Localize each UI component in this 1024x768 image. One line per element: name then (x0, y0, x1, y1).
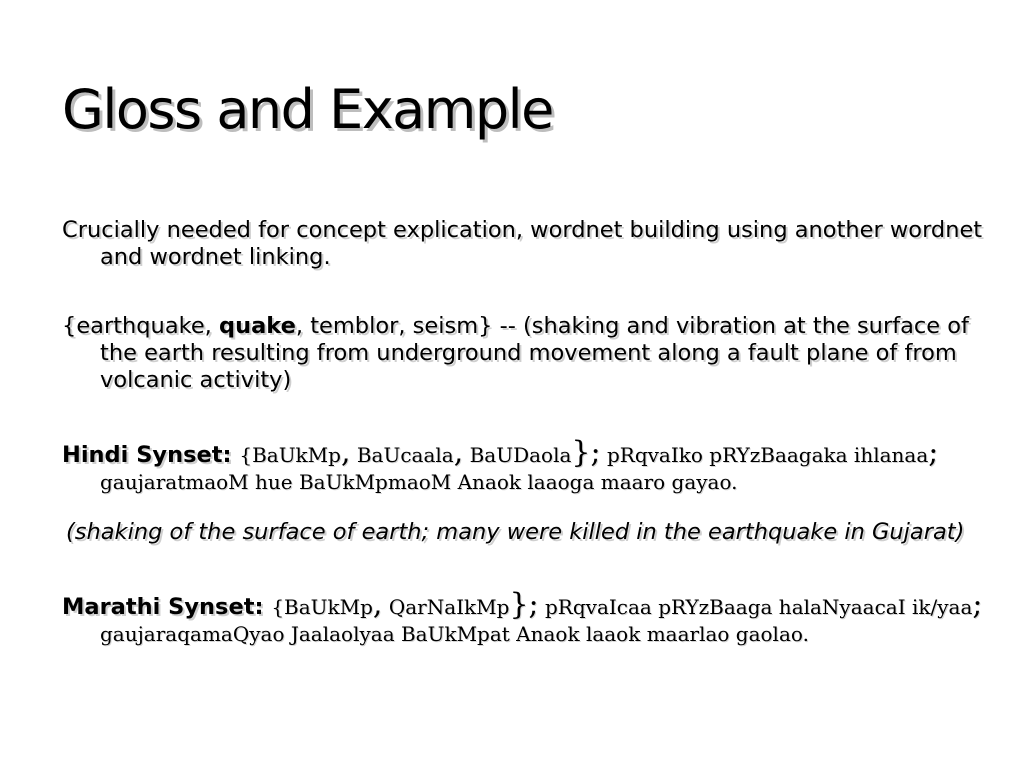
hindi-gloss: pRqvaIko pRYzBaagaka ihlanaa (600, 443, 929, 467)
paragraph-purpose: Crucially needed for concept explication, wordnet building using another wordnet and wordnet linking. (62, 217, 983, 270)
marathi-semicolon: ; (972, 587, 983, 622)
synset-open: {earthquake, (62, 313, 219, 339)
synset-headword: quake (218, 313, 296, 339)
hindi-word-3: BaUDaola (463, 443, 572, 467)
hindi-comma-1: , (340, 435, 351, 470)
hindi-word-2: BaUcaala (350, 443, 454, 467)
paragraph-marathi-synset (62, 587, 1000, 648)
marathi-word-2: QarNaIkMp (382, 595, 510, 619)
hindi-word-1: {BaUkMp (239, 443, 341, 467)
marathi-label: Marathi Synset: (62, 594, 272, 620)
marathi-close: }; (509, 587, 539, 622)
hindi-label: Hindi Synset: (62, 442, 240, 468)
marathi-comma-1: , (372, 587, 383, 622)
hindi-example: gaujaratmaoM hue BaUkMpmaoM Anaok laaoga maaro gayao. (100, 470, 738, 494)
paragraph-english-synset (62, 313, 1000, 394)
paragraph-translation: (shaking of the surface of earth; many were killed in the earthquake in Gujarat) (66, 519, 965, 545)
hindi-semicolon: ; (928, 435, 939, 470)
marathi-gloss: pRqvaIcaa pRYzBaaga halaNyaacaI ik/yaa (538, 595, 973, 619)
marathi-example: gaujaraqamaQyao Jaalaolyaa BaUkMpat Anaok laaok maarlao gaolao. (100, 622, 809, 646)
synset-gloss: , temblor, seism} -- (shaking and vibration at the surface of the earth resulting from underground movement along a fault plane of from volcanic activity) (100, 313, 969, 393)
hindi-comma-2: , (453, 435, 464, 470)
hindi-close: }; (571, 435, 601, 470)
slide-title: Gloss and Example (62, 78, 553, 141)
paragraph-hindi-synset (62, 435, 1000, 496)
marathi-word-1: {BaUkMp (271, 595, 373, 619)
